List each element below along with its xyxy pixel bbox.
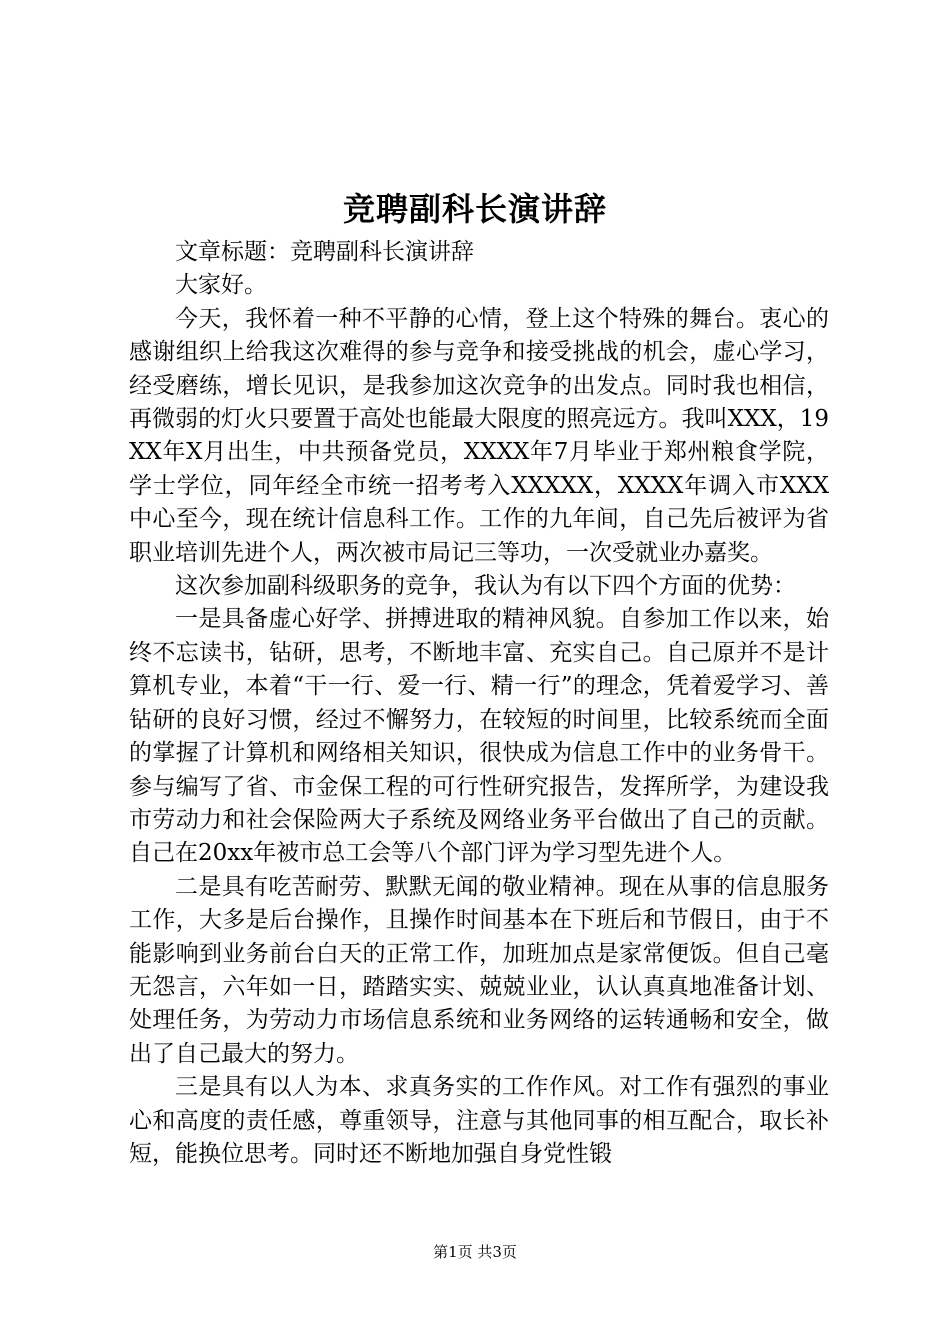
paragraph-advantages-intro: 这次参加副科级职务的竞争，我认为有以下四个方面的优势： <box>175 573 796 600</box>
page-footer: 第1页 共3页 <box>433 1243 517 1261</box>
paragraph-advantage-three: 三是具有以人为本、求真务实的工作作风。对工作有强烈的事业心和高度的责任感，尊重领导，注意与其他同事的相互配合，取长补短，能换位思考。同时还不断地加强自身党性锻 <box>129 1074 829 1167</box>
page-title: 竞聘副科长演讲辞 <box>342 190 607 228</box>
paragraph-article-title: 文章标题：竞聘副科长演讲辞 <box>175 239 474 265</box>
paragraph-greeting: 大家好。 <box>175 272 267 299</box>
paragraph-advantage-two: 二是具有吃苦耐劳、默默无闻的敬业精神。现在从事的信息服务工作，大多是后台操作，且操作时间基本在下班后和节假日，由于不能影响到业务前台白天的正常工作，加班加点是家常便饭。但自己毫无怨言，六年如一日，踏踏实实、兢兢业业，认认真真地准备计划、处理任务，为劳动力市场信息系统和业务网络的运转通畅和安全，做出了自己最大的努力。 <box>129 873 829 1067</box>
paragraph-introduction: 今天，我怀着一种不平静的心情，登上这个特殊的舞台。衷心的感谢组织上给我这次难得的参与竞争和接受挑战的机会，虚心学习，经受磨练，增长见识，是我参加这次竞争的出发点。同时我也相信，再微弱的灯火只要置于高处也能最大限度的照亮远方。我叫XXX，19XX年X月出生，中共预备党员，XXXX年7月毕业于郑州粮食学院，学士学位，同年经全市统一招考考入XXXXX，XXXX年调入市XXX中心至今，现在统计信息科工作。工作的九年间，自己先后被评为省职业培训先进个人，两次被市局记三等功，一次受就业办嘉奖。 <box>129 305 829 566</box>
paragraph-advantage-one: 一是具备虚心好学、拼搏进取的精神风貌。自参加工作以来，始终不忘读书，钻研，思考，不断地丰富、充实自己。自己原并不是计算机专业，本着“干一行、爱一行、精一行”的理念，凭着爱学习、善钻研的良好习惯，经过不懈努力，在较短的时间里，比较系统而全面的掌握了计算机和网络相关知识，很快成为信息工作中的业务骨干。参与编写了省、市金保工程的可行性研究报告，发挥所学，为建设我市劳动力和社会保险两大子系统及网络业务平台做出了自己的贡献。自己在20xx年被市总工会等八个部门评为学习型先进个人。 <box>129 606 829 867</box>
document-body <box>129 236 829 1171</box>
